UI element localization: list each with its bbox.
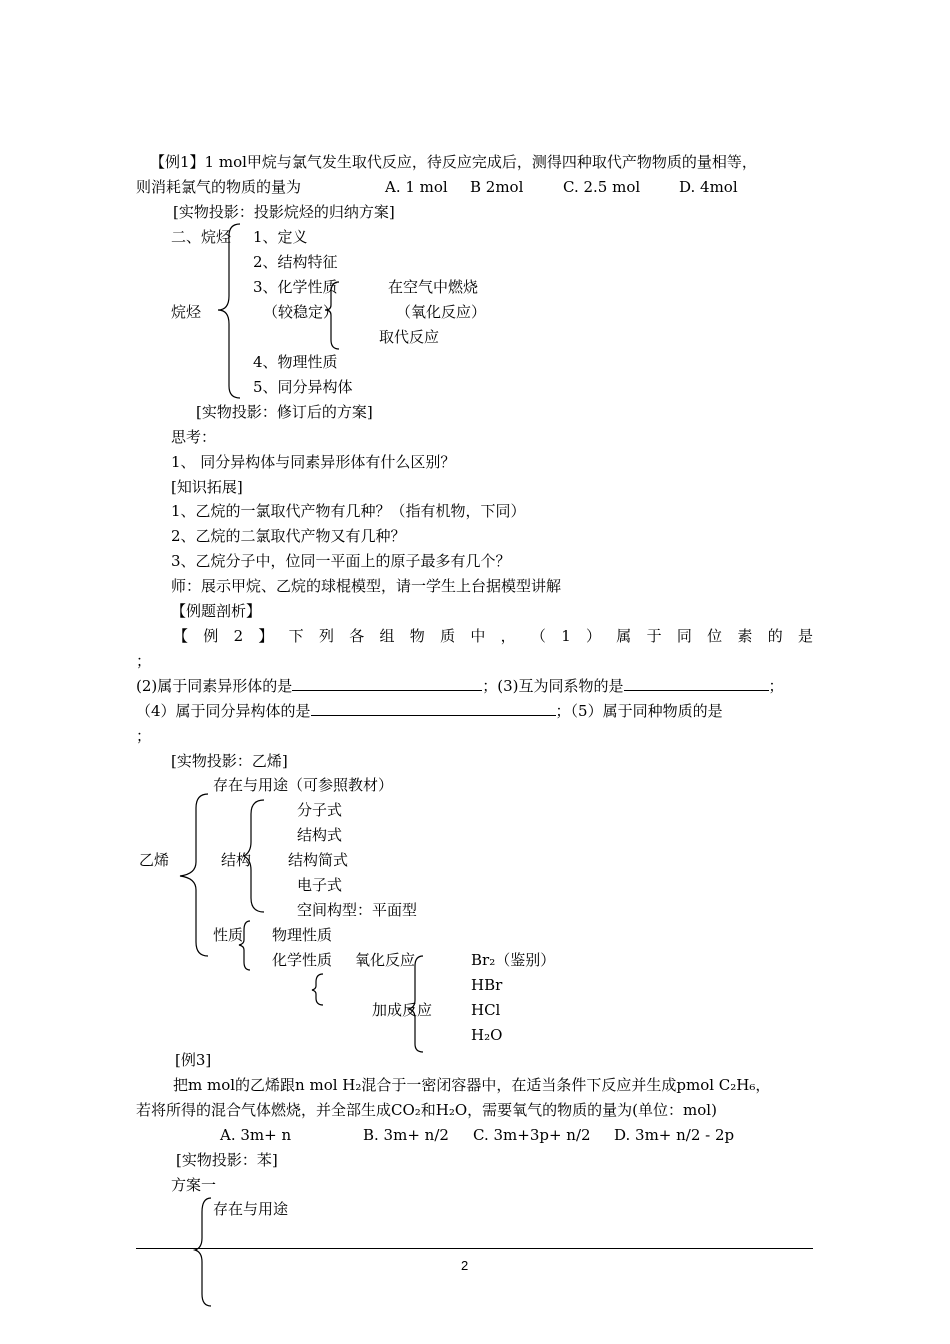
ethylene-root: 乙烯 [139, 851, 170, 869]
ethylene-spatial: 空间构型：平面型 [297, 901, 418, 919]
extend-question-1: 1、乙烷的一氯取代产物有几种？（指有机物，下同） [171, 502, 526, 520]
ethylene-chemical: 化学性质 [272, 951, 333, 969]
reagent-h2o: H₂O [471, 1026, 503, 1044]
ethylene-property-brace [239, 921, 250, 970]
alkane-oxidation: （氧化反应） [396, 303, 487, 321]
alkane-item-isomer: 5、同分异构体 [253, 378, 353, 396]
ethylene-structure-brace [244, 800, 264, 912]
example1-option-c: C. 2.5 mol [563, 178, 641, 196]
example3-option-c: C. 3m+3p+ n/2 [473, 1126, 591, 1144]
ethylene-main-brace [180, 794, 208, 956]
extend-question-2: 2、乙烷的二氯取代产物又有几种？ [171, 527, 406, 545]
alkane-stability: （较稳定） [263, 303, 339, 321]
section-heading-alkane: 二、烷烃 [171, 228, 232, 246]
alkane-item-chemical: 3、化学性质 [253, 278, 338, 296]
alkane-main-brace [218, 224, 240, 398]
think-question-1: 1、 同分异构体与同素异形体有什么区别？ [171, 453, 456, 471]
example2-line1: 【 例 2 】 下 列 各 组 物 质 中 ， （ 1 ） 属 于 同 位 素 的 是 [173, 627, 813, 645]
example3-title: [例3] [175, 1051, 212, 1069]
ethylene-physical: 物理性质 [272, 926, 333, 944]
projection-ethylene: [实物投影：乙烯] [171, 752, 288, 770]
example2-line3: （4）属于同分异构体的是 ；（5）属于同种物质的是 [136, 702, 723, 720]
example2-line2: (2)属于同素异形体的是 ；(3)互为同系物的是 ； [136, 677, 784, 695]
think-title: 思考： [171, 428, 217, 446]
ethylene-structure: 结构 [221, 851, 252, 869]
benzene-brace [195, 1198, 211, 1306]
alkane-substitution: 取代反应 [379, 328, 440, 346]
extend-question-3: 3、乙烷分子中，位同一平面上的原子最多有几个？ [171, 552, 511, 570]
example3-line1: 把m mol的乙烯跟n mol H₂混合于一密闭容器中，在适当条件下反应并生成pmol C₂H₆， [173, 1076, 771, 1094]
projection-benzene: [实物投影：苯] [176, 1151, 278, 1169]
example3-option-b: B. 3m+ n/2 [363, 1126, 449, 1144]
analysis-title: 【例题剖析】 [171, 602, 262, 620]
alkane-item-definition: 1、定义 [253, 228, 308, 246]
example2-semicolon-1: ； [136, 652, 152, 670]
ethylene-oxidation: 氧化反应 [355, 951, 416, 969]
example3-option-a: A. 3m+ n [220, 1126, 292, 1144]
ethylene-property: 性质 [213, 926, 244, 944]
page-number: 2 [461, 1258, 469, 1273]
alkane-burn: 在空气中燃烧 [388, 278, 479, 296]
ethylene-formula: 分子式 [297, 801, 343, 819]
example3-line2: 若将所得的混合气体燃烧，并全部生成CO₂和H₂O，需要氧气的物质的量为(单位：mol) [136, 1101, 717, 1119]
reagent-br2: Br₂（鉴别） [471, 951, 556, 969]
projection-alkane: [实物投影：投影烷烃的归纳方案] [173, 203, 395, 221]
example1-option-a: A. 1 mol [385, 178, 448, 196]
alkane-chemical-brace [325, 282, 339, 349]
example1-option-d: D. 4mol [679, 178, 738, 196]
alkane-item-structure: 2、结构特征 [253, 253, 338, 271]
ethylene-structural-formula: 结构式 [297, 826, 343, 844]
ethylene-small-brace [312, 974, 323, 1005]
reagent-hcl: HCl [471, 1001, 501, 1019]
teacher-note: 师：展示甲烷、乙烷的球棍模型，请一学生上台据模型讲解 [171, 577, 562, 595]
example1-line1: 【例1】1 mol甲烷与氯气发生取代反应，待反应完成后，测得四种取代产物物质的量相等， [150, 153, 757, 171]
ethylene-simple-formula: 结构简式 [288, 851, 349, 869]
ethylene-addition-brace [408, 956, 423, 1052]
ethylene-electron-formula: 电子式 [297, 876, 343, 894]
reagent-hbr: HBr [471, 976, 503, 994]
plan-one: 方案一 [171, 1176, 217, 1194]
example1-line2: 则消耗氯气的物质的量为 [136, 178, 302, 196]
example1-option-b: B 2mol [470, 178, 524, 196]
extend-title: [知识拓展] [171, 478, 243, 496]
example3-option-d: D. 3m+ n/2 - 2p [614, 1126, 735, 1144]
benzene-exist: 存在与用途 [213, 1200, 289, 1218]
example2-semicolon-3: ； [136, 727, 152, 745]
alkane-root: 烷烃 [171, 303, 202, 321]
ethylene-exist: 存在与用途（可参照教材） [213, 776, 394, 794]
ethylene-addition: 加成反应 [372, 1001, 433, 1019]
projection-revised: [实物投影：修订后的方案] [196, 403, 373, 421]
alkane-item-physical: 4、物理性质 [253, 353, 338, 371]
